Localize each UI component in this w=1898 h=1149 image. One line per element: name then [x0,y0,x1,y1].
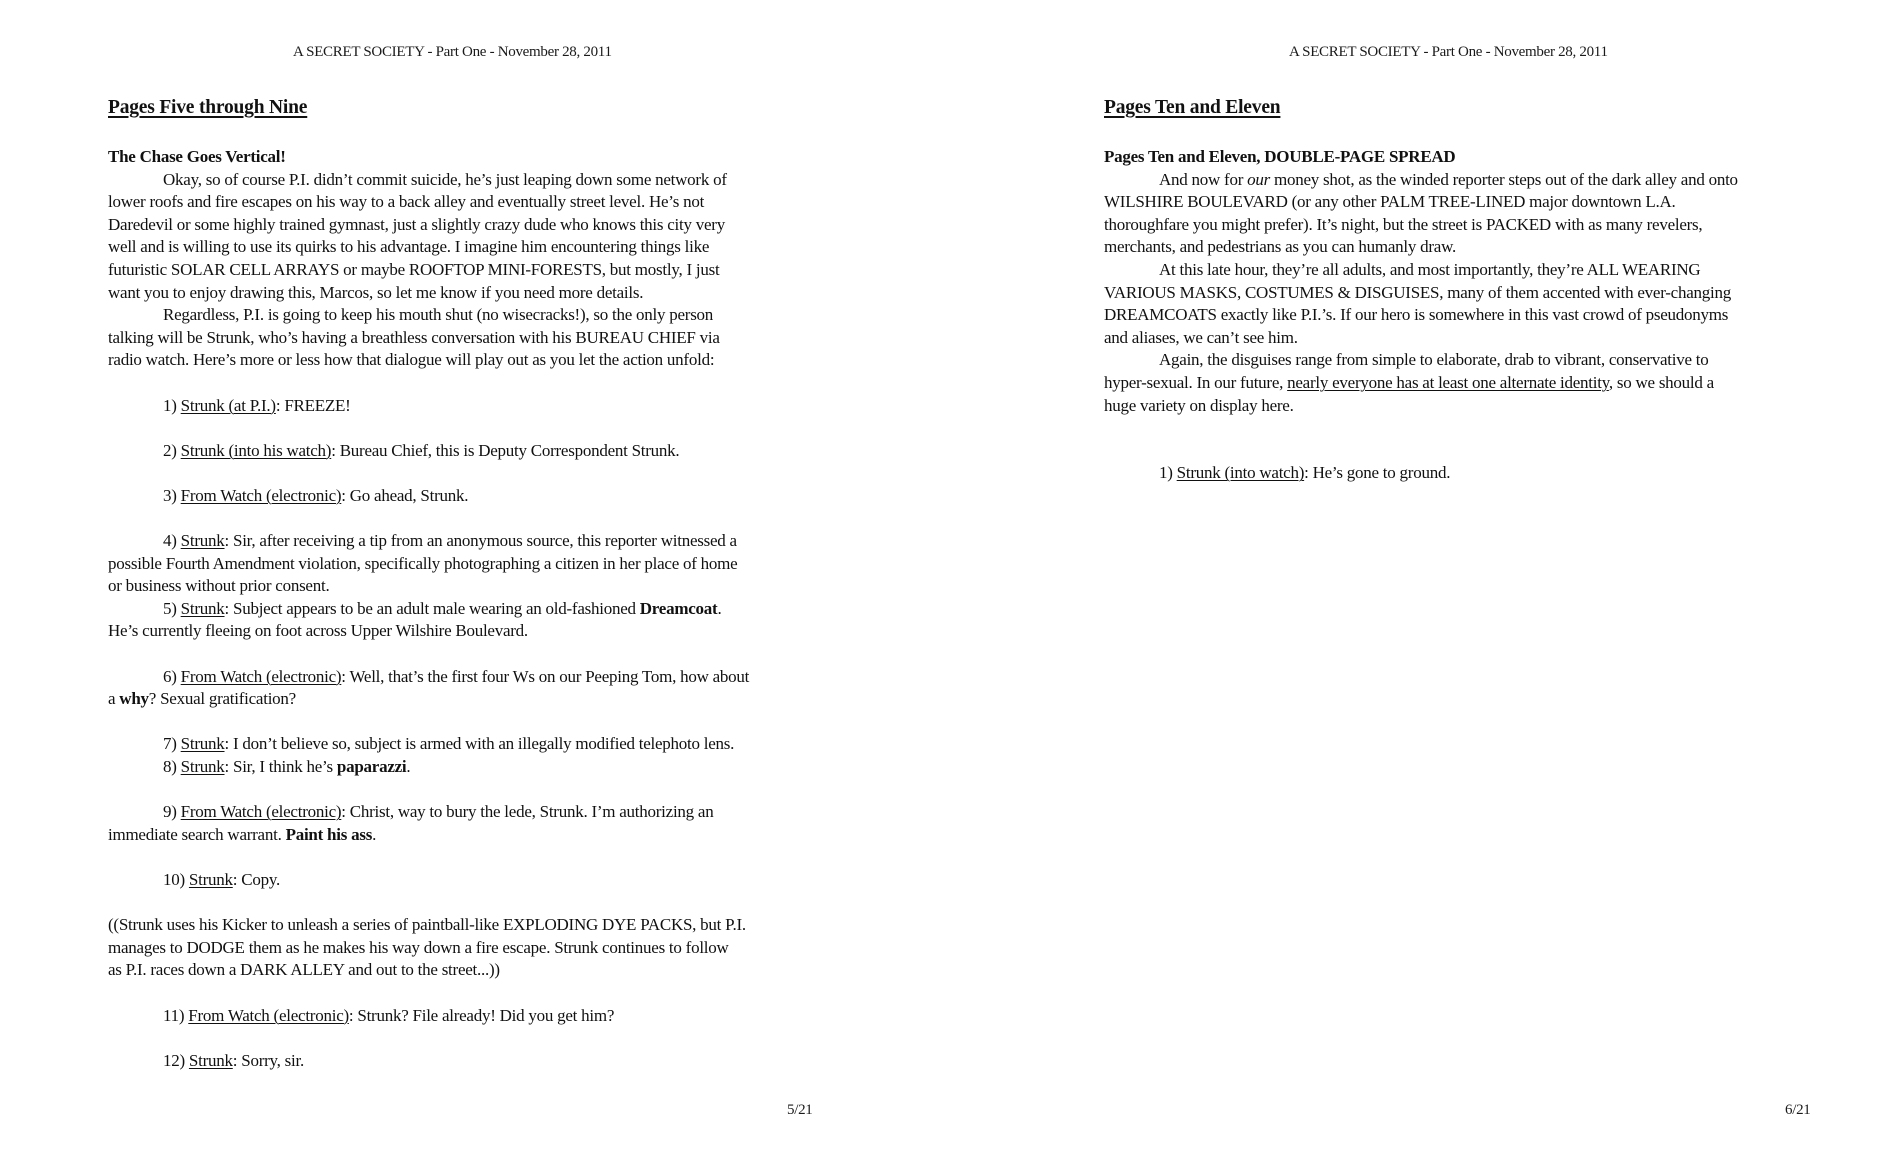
text-line [108,395,828,418]
text-line [1104,191,1824,214]
script-body [108,146,828,1072]
text-run: or business without prior consent. [108,576,330,596]
running-header: A SECRET SOCIETY - Part One - November 28, 2011 [293,44,612,60]
text-run: huge variety on display here. [1104,395,1294,415]
text-run: : Strunk? File already! Did you get him? [348,1005,615,1025]
text-run: : Copy. [232,870,280,889]
text-run: money shot, as the winded reporter steps out of the dark alley and onto [1270,169,1738,189]
blank-line [108,417,828,440]
text-line [108,598,828,621]
text-run: , so we should a [1608,372,1714,392]
underlined-text: From Watch (electronic) [180,485,342,505]
text-run: possible Fourth Amendment violation, specifically photographing a citizen in her place of home [108,553,738,573]
text-line [1104,304,1824,327]
text-run: want you to enjoy drawing this, Marcos, so let me know if you need more details. [108,282,644,302]
text-line [1104,214,1824,237]
bold-text: The Chase Goes Vertical! [108,147,286,166]
blank-line [108,982,828,1005]
text-line [108,169,828,192]
text-line [108,146,828,169]
text-line [108,666,828,689]
section-title: Pages Ten and Eleven [1104,97,1281,118]
text-line [108,914,828,937]
blank-line [108,643,828,666]
underlined-text: Strunk [180,598,225,618]
underlined-text: From Watch (electronic) [188,1005,349,1025]
text-line [1104,462,1824,485]
text-run: radio watch. Here’s more or less how that dialogue will play out as you let the action unfold: [108,350,715,370]
text-run: 9) [163,802,181,822]
text-run: Regardless, P.I. is going to keep his mouth shut (no wisecracks!), so the only person [163,305,714,325]
underlined-text: Strunk [180,757,225,777]
bold-text: paparazzi [336,757,407,777]
bold-text: Pages Ten and Eleven, DOUBLE-PAGE SPREAD [1104,147,1456,166]
text-run: Again, the disguises range from simple to elaborate, drab to vibrant, conservative to [1159,350,1709,370]
underlined-text: From Watch (electronic) [180,802,342,822]
text-run: 7) [163,734,181,754]
text-line [108,530,828,553]
text-run: 3) [163,485,181,505]
document-page-6 [949,0,1898,1149]
section-title: Pages Five through Nine [108,97,308,118]
text-line [1104,372,1824,395]
text-run: futuristic SOLAR CELL ARRAYS or maybe ROOFTOP MINI-FORESTS, but mostly, I just [108,259,720,279]
text-line [108,688,828,711]
text-run: WILSHIRE BOULEVARD (or any other PALM TREE-LINED major downtown L.A. [1104,192,1676,212]
underlined-text: Strunk (at P.I.) [180,395,276,415]
text-run: 1) [1159,463,1177,483]
underlined-text: nearly everyone has at least one alternate identity [1287,372,1609,392]
text-run: : Bureau Chief, this is Deputy Correspondent Strunk. [331,440,680,460]
text-run: 10) [163,870,189,889]
blank-line [108,892,828,915]
text-line [108,282,828,305]
text-line [108,236,828,259]
text-run: : Christ, way to bury the lede, Strunk. I’m authorizing an [341,802,714,822]
text-run: And now for [1159,169,1248,189]
blank-line [108,711,828,734]
text-line [108,259,828,282]
text-run: Daredevil or some highly trained gymnast, just a slightly crazy dude who knows this city very [108,214,725,234]
text-line [108,733,828,756]
text-run: merchants, and pedestrians as you can humanly draw. [1104,237,1457,257]
blank-line [1104,417,1824,440]
blank-line [108,846,828,869]
blank-line [1104,440,1824,463]
text-line [108,869,828,892]
blank-line [108,372,828,395]
text-line [108,349,828,372]
text-run: He’s currently fleeing on foot across Upper Wilshire Boulevard. [108,621,528,641]
text-run: 6) [163,666,181,686]
text-run: well and is willing to use its quirks to his advantage. I imagine him encountering things like [108,237,710,257]
text-run: . [406,757,411,777]
text-line [108,801,828,824]
text-line [1104,259,1824,282]
text-run: : FREEZE! [275,395,351,415]
text-run: 2) [163,440,181,460]
text-run: and aliases, we can’t see him. [1104,327,1298,347]
text-run: DREAMCOATS exactly like P.I.’s. If our hero is somewhere in this vast crowd of pseudonyms [1104,305,1729,325]
text-line [1104,395,1824,418]
text-line [108,756,828,779]
bold-text: Dreamcoat [639,598,718,618]
text-run: : Well, that’s the first four Ws on our Peeping Tom, how about [341,666,750,686]
text-line [1104,169,1824,192]
text-line [1104,349,1824,372]
text-run: : He’s gone to ground. [1304,463,1451,483]
text-run: 4) [163,531,181,551]
text-run: VARIOUS MASKS, COSTUMES & DISGUISES, many of them accented with ever-changing [1104,282,1731,302]
text-run: talking will be Strunk, who’s having a breathless conversation with his BUREAU CHIEF via [108,327,720,347]
text-line [1104,146,1824,169]
bold-text: Paint his ass [285,824,373,844]
text-line [108,485,828,508]
underlined-text: Strunk [180,734,225,754]
blank-line [108,508,828,531]
page-number: 6/21 [1785,1102,1811,1118]
italic-text: our [1247,169,1271,189]
text-line [108,959,828,982]
text-run: immediate search warrant. [108,824,286,844]
text-run: 12) [163,1050,189,1070]
text-line [108,575,828,598]
script-body [1104,146,1824,485]
text-run: At this late hour, they’re all adults, and most importantly, they’re ALL WEARING [1159,259,1701,279]
text-line [108,553,828,576]
underlined-text: From Watch (electronic) [180,666,342,686]
text-run: . [717,598,722,618]
underlined-text: Strunk (into watch) [1176,463,1305,483]
text-run: 1) [163,395,181,415]
bold-text: why [119,689,149,709]
running-header: A SECRET SOCIETY - Part One - November 28, 2011 [1289,44,1608,60]
page-number: 5/21 [787,1102,813,1118]
text-run: : I don’t believe so, subject is armed with an illegally modified telephoto lens. [224,734,735,754]
text-line [108,1005,828,1028]
text-line [108,214,828,237]
text-run: 8) [163,757,181,777]
underlined-text: Strunk [188,1050,233,1070]
text-run: : Go ahead, Strunk. [341,485,469,505]
text-run: . [372,824,377,844]
text-run: hyper-sexual. In our future, [1104,372,1288,392]
text-line [108,304,828,327]
text-run: : Sorry, sir. [232,1050,304,1070]
text-run: : Subject appears to be an adult male wearing an old-fashioned [224,598,640,618]
text-line [1104,327,1824,350]
text-run: : Sir, after receiving a tip from an anonymous source, this reporter witnessed a [224,531,737,551]
text-line [108,1050,828,1073]
text-line [108,937,828,960]
text-run: : Sir, I think he’s [224,757,337,777]
underlined-text: Strunk [188,870,233,889]
text-run: Okay, so of course P.I. didn’t commit suicide, he’s just leaping down some network of [163,169,727,189]
underlined-text: Strunk (into his watch) [180,440,332,460]
text-line [108,327,828,350]
blank-line [108,779,828,802]
text-run: thoroughfare you might prefer). It’s night, but the street is PACKED with as many revelers, [1104,214,1703,234]
text-run: ? Sexual gratification? [148,689,296,709]
text-line [108,824,828,847]
underlined-text: Strunk [180,531,225,551]
blank-line [108,1027,828,1050]
text-line [108,191,828,214]
text-run: lower roofs and fire escapes on his way to a back alley and eventually street level. He’s not [108,192,705,212]
text-run: as P.I. races down a DARK ALLEY and out to the street...)) [108,960,500,980]
text-line [108,440,828,463]
text-line [1104,236,1824,259]
text-line [108,620,828,643]
text-run: 5) [163,598,181,618]
text-run: a [108,689,120,709]
text-run: manages to DODGE them as he makes his way down a fire escape. Strunk continues to follow [108,937,729,957]
blank-line [108,462,828,485]
text-run: 11) [163,1005,189,1025]
text-line [1104,282,1824,305]
text-run: ((Strunk uses his Kicker to unleash a series of paintball-like EXPLODING DYE PACKS, but P.I. [108,915,746,935]
